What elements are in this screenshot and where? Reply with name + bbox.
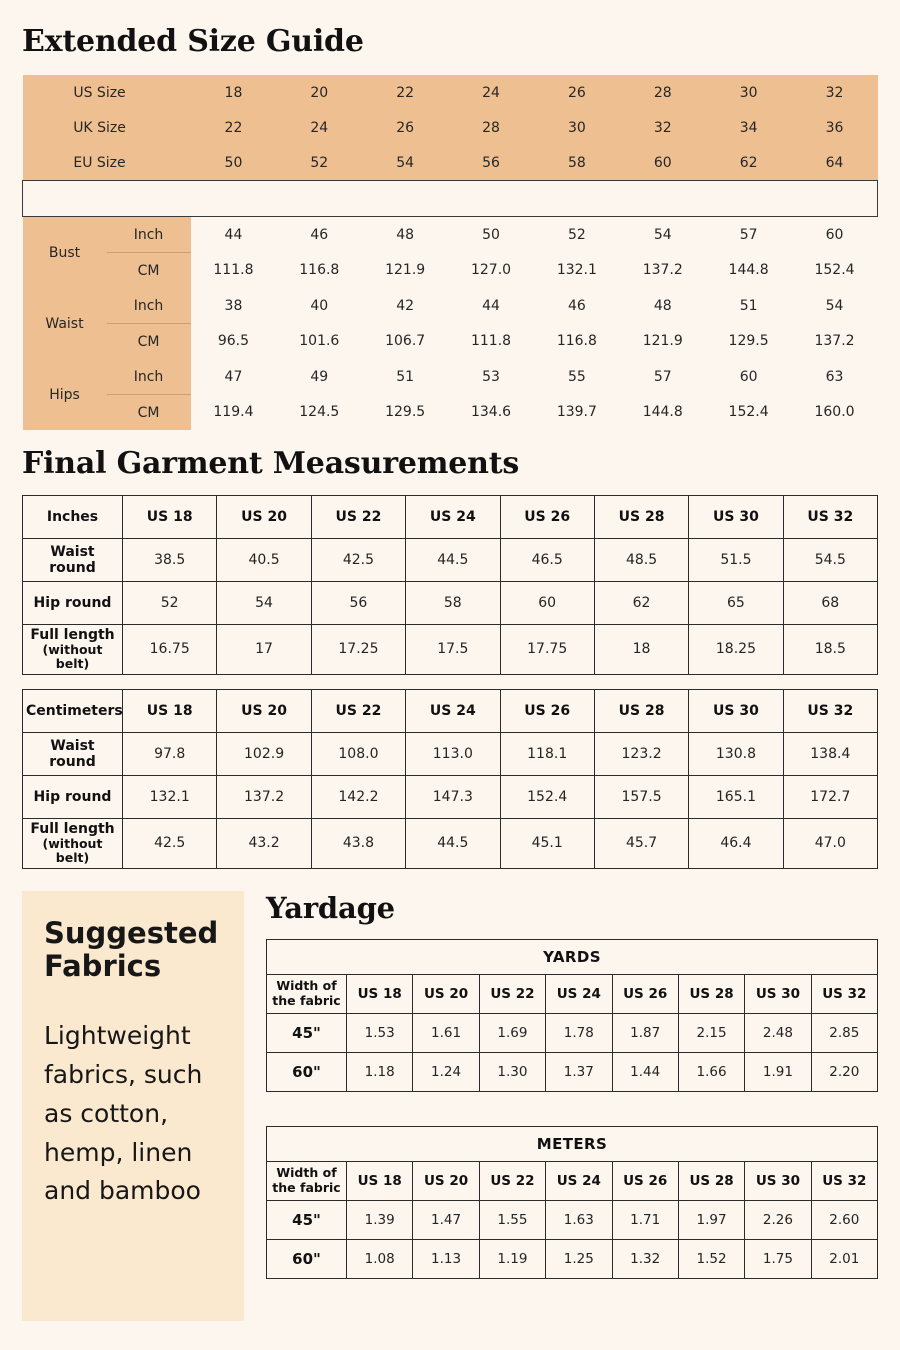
row-label: Waist round (23, 732, 123, 775)
cell: 1.52 (678, 1239, 744, 1278)
cell: 1.63 (546, 1200, 612, 1239)
width-of-fabric-header: Width of the fabric (267, 974, 347, 1013)
yardage-section (266, 891, 878, 1279)
column-header: US 32 (783, 689, 877, 732)
cell: 64 (825, 154, 844, 171)
cell: 51.5 (689, 539, 783, 582)
row-label: Hip round (23, 775, 123, 818)
cell: 47.0 (783, 818, 877, 868)
cell: 68 (783, 582, 877, 625)
row-label-line1: Full length (30, 627, 115, 643)
table-header-row (23, 496, 878, 539)
cell: 97.8 (123, 732, 217, 775)
cell: 32 (653, 119, 672, 136)
cell: 46.5 (500, 539, 594, 582)
cell: 101.6 (299, 333, 340, 350)
table-row (267, 1052, 878, 1091)
cell: 130.8 (689, 732, 783, 775)
cell: 28 (482, 119, 500, 136)
suggested-fabrics-body: Lightweight fabrics, such as cotton, hemp, linen and bamboo (44, 1021, 203, 1206)
cell: 30 (739, 84, 758, 101)
cell: 60 (653, 154, 672, 171)
cell: 96.5 (217, 333, 250, 350)
cell: 54 (825, 297, 844, 314)
row-label: Hip round (23, 582, 123, 625)
row-label: 45" (267, 1200, 347, 1239)
cell: 65 (689, 582, 783, 625)
cell: 48 (396, 226, 415, 243)
cell: 1.25 (546, 1239, 612, 1278)
table-row (23, 253, 878, 289)
suggested-fabrics-panel (22, 891, 244, 1321)
cell: 1.71 (612, 1200, 678, 1239)
unit-label: Inch (107, 217, 191, 253)
cell: 54.5 (783, 539, 877, 582)
cell: 50 (482, 226, 500, 243)
column-header: US 20 (217, 496, 311, 539)
cell: 38.5 (123, 539, 217, 582)
column-header: US 32 (783, 496, 877, 539)
cell: 58 (567, 154, 586, 171)
cell: 1.30 (479, 1052, 545, 1091)
yardage-title: Yardage (266, 890, 395, 925)
final-garment-title: Final Garment Measurements (22, 446, 520, 481)
cell: 60 (825, 226, 844, 243)
cell: 1.32 (612, 1239, 678, 1278)
cell: 1.87 (612, 1013, 678, 1052)
cell: 118.1 (500, 732, 594, 775)
cell: 1.61 (413, 1013, 479, 1052)
cell: 54 (653, 226, 672, 243)
unit-header: Centimeters (23, 689, 123, 732)
cell: 17 (217, 625, 311, 675)
cell: 1.66 (678, 1052, 744, 1091)
cell: 38 (224, 297, 243, 314)
cell: 30 (567, 119, 586, 136)
cell: 20 (310, 84, 329, 101)
table-row (23, 625, 878, 675)
band-label: METERS (267, 1126, 878, 1161)
cell: 34 (739, 119, 758, 136)
cell: 17.75 (500, 625, 594, 675)
cell: 2.60 (811, 1200, 877, 1239)
column-header: US 18 (347, 974, 413, 1013)
cell: 152.4 (500, 775, 594, 818)
cell: 62 (739, 154, 758, 171)
measurement-label: Hips (23, 359, 107, 430)
table-row (267, 1013, 878, 1052)
cell: 1.19 (479, 1239, 545, 1278)
column-header: US 22 (311, 496, 405, 539)
cell: 46 (567, 297, 586, 314)
table-row (23, 359, 878, 395)
cell: 46.4 (689, 818, 783, 868)
cell: 43.8 (311, 818, 405, 868)
row-label: 45" (267, 1013, 347, 1052)
column-header: US 22 (311, 689, 405, 732)
cell: 165.1 (689, 775, 783, 818)
band-label: YARDS (267, 939, 878, 974)
column-header: US 24 (406, 496, 500, 539)
cell: 134.6 (470, 404, 512, 421)
cell: 44 (482, 297, 500, 314)
cell: 40 (310, 297, 329, 314)
cell: 138.4 (783, 732, 877, 775)
cell: 157.5 (594, 775, 688, 818)
unit-label: Inch (107, 359, 191, 395)
cell: 48.5 (594, 539, 688, 582)
cell: 28 (653, 84, 672, 101)
cell: 172.7 (783, 775, 877, 818)
table-header-row (23, 689, 878, 732)
yardage-meters-table (266, 1126, 878, 1279)
cell: 2.20 (811, 1052, 877, 1091)
measurement-label: Waist (23, 288, 107, 359)
final-garment-inches-table (22, 495, 878, 675)
cell: 1.39 (347, 1200, 413, 1239)
cell: 51 (739, 297, 758, 314)
cell: 1.24 (413, 1052, 479, 1091)
row-label: UK Size (73, 119, 126, 136)
cell: 1.75 (745, 1239, 811, 1278)
cell: 45.7 (594, 818, 688, 868)
cell: 63 (825, 368, 844, 385)
page-title: Extended Size Guide (22, 24, 364, 59)
cell: 2.26 (745, 1200, 811, 1239)
row-label-line2: (without belt) (42, 642, 103, 672)
cell: 40.5 (217, 539, 311, 582)
column-header: US 22 (479, 974, 545, 1013)
cell: 16.75 (123, 625, 217, 675)
cell: 137.2 (814, 333, 855, 350)
bottom-section (22, 891, 878, 1321)
extended-size-guide-table (22, 75, 878, 430)
cell: 24 (310, 119, 329, 136)
table-row (23, 324, 878, 360)
cell: 129.5 (385, 404, 426, 421)
table-row (23, 288, 878, 324)
row-label: Waist round (23, 539, 123, 582)
cell: 2.48 (745, 1013, 811, 1052)
cell: 47 (224, 368, 243, 385)
column-header: US 28 (594, 496, 688, 539)
cell: 2.01 (811, 1239, 877, 1278)
cell: 58 (406, 582, 500, 625)
column-header: US 28 (594, 689, 688, 732)
cell: 18.25 (689, 625, 783, 675)
cell: 144.8 (642, 404, 683, 421)
cell: 56 (482, 154, 500, 171)
table-row (267, 1200, 878, 1239)
final-garment-cm-table (22, 689, 878, 869)
cell: 22 (396, 84, 415, 101)
column-header: US 24 (546, 1161, 612, 1200)
cell: 17.25 (311, 625, 405, 675)
cell: 43.2 (217, 818, 311, 868)
column-header: US 32 (811, 1161, 877, 1200)
cell: 50 (224, 154, 243, 171)
column-header: US 20 (217, 689, 311, 732)
cell: 22 (224, 119, 243, 136)
table-row (23, 818, 878, 868)
unit-label: CM (107, 324, 191, 360)
row-label (23, 818, 123, 868)
column-header: US 30 (689, 496, 783, 539)
cell: 108.0 (311, 732, 405, 775)
table-row (23, 145, 878, 181)
row-label-line1: Full length (30, 820, 115, 837)
column-header: US 26 (500, 689, 594, 732)
unit-header: Inches (23, 496, 123, 539)
cell: 124.5 (299, 404, 340, 421)
measurement-label: Bust (23, 217, 107, 289)
column-header: US 32 (811, 974, 877, 1013)
cell: 62 (594, 582, 688, 625)
cell: 44.5 (406, 539, 500, 582)
cell: 44.5 (406, 818, 500, 868)
column-header: US 18 (347, 1161, 413, 1200)
row-label: 60" (267, 1239, 347, 1278)
unit-label: Inch (107, 288, 191, 324)
cell: 1.47 (413, 1200, 479, 1239)
cell: 44 (224, 226, 243, 243)
cell: 147.3 (406, 775, 500, 818)
cell: 152.4 (814, 262, 855, 279)
cell: 57 (739, 226, 758, 243)
cell: 152.4 (728, 404, 769, 421)
divider-row (23, 181, 878, 217)
column-header: US 20 (413, 1161, 479, 1200)
table-row (23, 539, 878, 582)
cell: 1.44 (612, 1052, 678, 1091)
cell: 1.91 (745, 1052, 811, 1091)
cell: 1.37 (546, 1052, 612, 1091)
table-header-row (267, 974, 878, 1013)
unit-label: CM (107, 253, 191, 289)
unit-label: CM (107, 395, 191, 431)
column-header: US 22 (479, 1161, 545, 1200)
spacer (266, 1092, 878, 1112)
cell: 111.8 (213, 262, 254, 279)
cell: 53 (482, 368, 500, 385)
row-label (23, 625, 123, 675)
cell: 54 (217, 582, 311, 625)
table-row (267, 1239, 878, 1278)
column-header: US 30 (745, 1161, 811, 1200)
cell: 121.9 (642, 333, 683, 350)
cell: 1.55 (479, 1200, 545, 1239)
cell: 123.2 (594, 732, 688, 775)
table-row (23, 75, 878, 110)
cell: 60 (739, 368, 758, 385)
cell: 26 (396, 119, 415, 136)
column-header: US 28 (678, 1161, 744, 1200)
cell: 46 (310, 226, 329, 243)
cell: 132.1 (123, 775, 217, 818)
cell: 52 (310, 154, 329, 171)
row-label: 60" (267, 1052, 347, 1091)
cell: 57 (653, 368, 672, 385)
cell: 106.7 (385, 333, 426, 350)
cell: 144.8 (728, 262, 769, 279)
cell: 32 (825, 84, 844, 101)
cell: 127.0 (470, 262, 512, 279)
yardage-yards-table (266, 939, 878, 1092)
row-label: EU Size (73, 154, 126, 171)
cell: 24 (482, 84, 500, 101)
column-header: US 30 (745, 974, 811, 1013)
cell: 42.5 (123, 818, 217, 868)
cell: 45.1 (500, 818, 594, 868)
cell: 1.97 (678, 1200, 744, 1239)
column-header: US 30 (689, 689, 783, 732)
column-header: US 24 (406, 689, 500, 732)
cell: 51 (396, 368, 415, 385)
cell: 54 (396, 154, 415, 171)
cell: 1.69 (479, 1013, 545, 1052)
row-label: US Size (73, 84, 126, 101)
cell: 42 (396, 297, 415, 314)
cell: 48 (653, 297, 672, 314)
cell: 1.78 (546, 1013, 612, 1052)
cell: 137.2 (217, 775, 311, 818)
cell: 1.18 (347, 1052, 413, 1091)
cell: 17.5 (406, 625, 500, 675)
cell: 1.53 (347, 1013, 413, 1052)
cell: 52 (123, 582, 217, 625)
column-header: US 26 (612, 974, 678, 1013)
column-header: US 20 (413, 974, 479, 1013)
table-band-row (267, 939, 878, 974)
table-header-row (267, 1161, 878, 1200)
cell: 18 (594, 625, 688, 675)
table-row (23, 217, 878, 253)
cell: 139.7 (556, 404, 597, 421)
cell: 2.15 (678, 1013, 744, 1052)
table-row (23, 110, 878, 145)
cell: 113.0 (406, 732, 500, 775)
width-of-fabric-header: Width of the fabric (267, 1161, 347, 1200)
cell: 121.9 (385, 262, 426, 279)
table-row (23, 775, 878, 818)
cell: 42.5 (311, 539, 405, 582)
column-header: US 26 (500, 496, 594, 539)
cell: 142.2 (311, 775, 405, 818)
column-header: US 18 (123, 496, 217, 539)
cell: 116.8 (299, 262, 340, 279)
cell: 26 (567, 84, 586, 101)
suggested-fabrics-title: Suggested Fabrics (44, 915, 219, 984)
cell: 137.2 (642, 262, 683, 279)
cell: 56 (311, 582, 405, 625)
column-header: US 26 (612, 1161, 678, 1200)
column-header: US 18 (123, 689, 217, 732)
table-band-row (267, 1126, 878, 1161)
column-header: US 28 (678, 974, 744, 1013)
cell: 111.8 (470, 333, 512, 350)
cell: 119.4 (213, 404, 254, 421)
cell: 18.5 (783, 625, 877, 675)
cell: 52 (567, 226, 586, 243)
cell: 18 (224, 84, 243, 101)
cell: 49 (310, 368, 329, 385)
cell: 129.5 (728, 333, 769, 350)
cell: 116.8 (556, 333, 597, 350)
cell: 1.13 (413, 1239, 479, 1278)
cell: 55 (567, 368, 586, 385)
table-row (23, 582, 878, 625)
table-row (23, 732, 878, 775)
cell: 160.0 (814, 404, 855, 421)
column-header: US 24 (546, 974, 612, 1013)
row-label-line2: (without belt) (42, 835, 103, 866)
cell: 102.9 (217, 732, 311, 775)
cell: 2.85 (811, 1013, 877, 1052)
cell: 36 (825, 119, 844, 136)
cell: 132.1 (556, 262, 597, 279)
cell: 60 (500, 582, 594, 625)
table-row (23, 395, 878, 431)
cell: 1.08 (347, 1239, 413, 1278)
